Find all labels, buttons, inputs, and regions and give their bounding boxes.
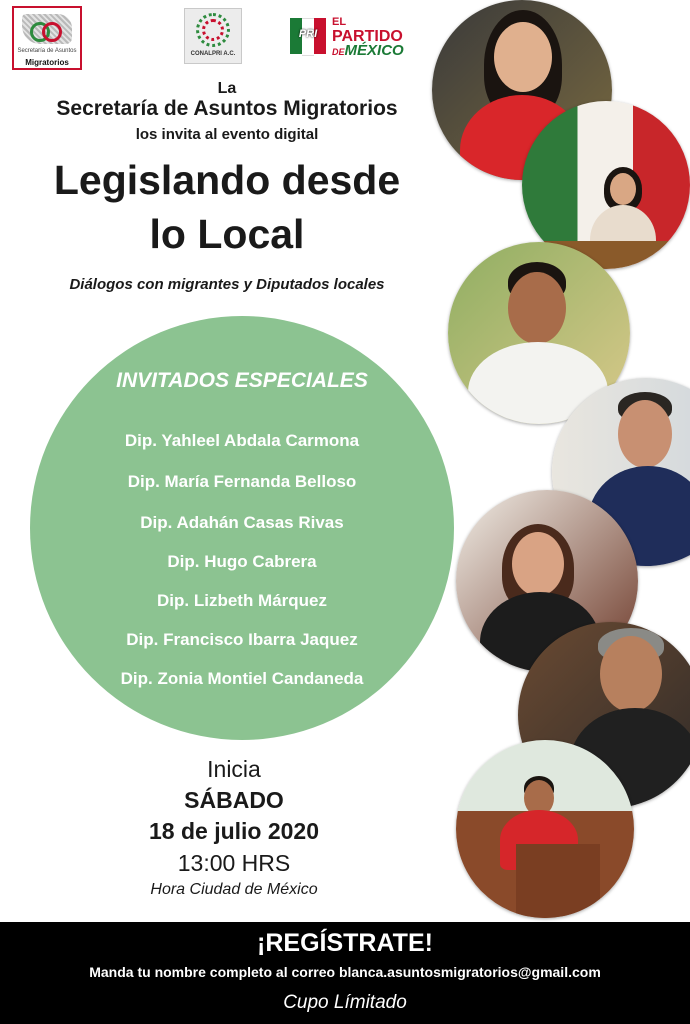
guest-name: Dip. Zonia Montiel Candaneda bbox=[120, 669, 364, 688]
guests-heading: INVITADOS ESPECIALES bbox=[116, 369, 368, 392]
secretaria-logo-line2: Migratorios bbox=[25, 58, 69, 67]
schedule-time: 13:00 HRS bbox=[177, 850, 291, 876]
speaker-photo-7 bbox=[456, 740, 634, 918]
red-ring-icon bbox=[42, 22, 62, 42]
conalpri-logo bbox=[184, 8, 242, 64]
register-instructions: Manda tu nombre completo al correo blanca.asuntosmigratorios@gmail.com bbox=[89, 964, 601, 980]
schedule-timezone: Hora Ciudad de México bbox=[150, 881, 318, 898]
dotted-inner-ring-icon bbox=[202, 19, 224, 41]
header-la: La bbox=[217, 80, 237, 97]
header-invite: los invita al evento digital bbox=[135, 126, 319, 143]
pri-logo-el: EL bbox=[332, 16, 347, 28]
guest-name: Dip. Lizbeth Márquez bbox=[157, 591, 327, 610]
pri-logo-mexico: DEMÉXICO bbox=[332, 42, 404, 59]
schedule-starts: Inicia bbox=[207, 756, 261, 782]
secretaria-logo bbox=[12, 6, 82, 70]
event-title-line2: lo Local bbox=[149, 211, 305, 257]
conalpri-label: CONALPRI A.C. bbox=[190, 51, 236, 57]
pri-logo bbox=[290, 16, 414, 60]
guest-name: Dip. Francisco Ibarra Jaquez bbox=[126, 630, 358, 649]
guest-name: Dip. Hugo Cabrera bbox=[167, 552, 317, 571]
guest-name: Dip. Yahleel Abdala Carmona bbox=[124, 431, 360, 450]
register-heading: ¡REGÍSTRATE! bbox=[257, 929, 433, 957]
pri-logo-partido: PARTIDO bbox=[332, 28, 403, 45]
limited-capacity: Cupo Límitado bbox=[283, 992, 407, 1013]
header-secretaria: Secretaría de Asuntos Migratorios bbox=[56, 97, 398, 120]
guest-name: Dip. María Fernanda Belloso bbox=[127, 472, 357, 491]
event-subtitle: Diálogos con migrantes y Diputados locales bbox=[69, 276, 385, 293]
secretaria-logo-line1: Secretaría de Asuntos bbox=[17, 48, 77, 54]
pri-badge-text: PRI bbox=[298, 28, 318, 40]
schedule-date: 18 de julio 2020 bbox=[148, 818, 320, 844]
schedule-day: SÁBADO bbox=[184, 787, 284, 813]
event-title-line1: Legislando desde bbox=[53, 157, 401, 203]
guest-name: Dip. Adahán Casas Rivas bbox=[140, 513, 344, 532]
